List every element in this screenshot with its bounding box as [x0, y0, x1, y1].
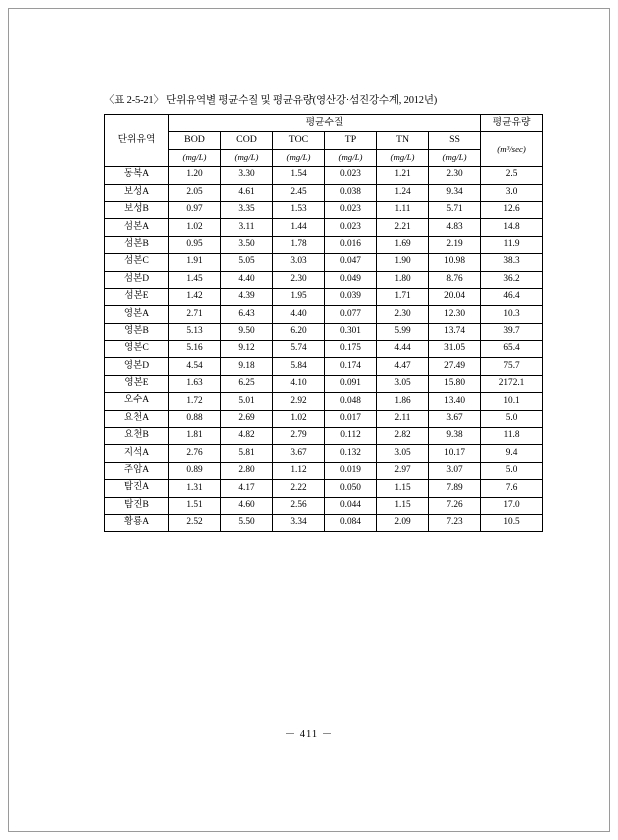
cell-cod: 4.17 — [221, 480, 273, 497]
cell-toc: 4.40 — [273, 306, 325, 323]
cell-region: 섬본E — [105, 288, 169, 305]
cell-bod: 0.88 — [169, 410, 221, 427]
cell-ss: 12.30 — [429, 306, 481, 323]
cell-flow: 10.3 — [481, 306, 543, 323]
cell-cod: 3.50 — [221, 236, 273, 253]
table-row — [105, 462, 543, 479]
cell-ss: 10.98 — [429, 254, 481, 271]
cell-toc: 1.12 — [273, 462, 325, 479]
cell-bod: 2.52 — [169, 514, 221, 531]
cell-tn: 1.24 — [377, 184, 429, 201]
cell-toc: 3.34 — [273, 514, 325, 531]
cell-flow: 7.6 — [481, 480, 543, 497]
cell-ss: 5.71 — [429, 201, 481, 218]
cell-tn: 2.21 — [377, 219, 429, 236]
table-row — [105, 323, 543, 340]
cell-tp: 0.301 — [325, 323, 377, 340]
cell-bod: 1.63 — [169, 375, 221, 392]
cell-region: 탐진A — [105, 480, 169, 497]
cell-tp: 0.017 — [325, 410, 377, 427]
cell-bod: 2.76 — [169, 445, 221, 462]
header-toc-unit: (mg/L) — [273, 149, 325, 166]
cell-toc: 5.84 — [273, 358, 325, 375]
header-tn-unit: (mg/L) — [377, 149, 429, 166]
cell-tp: 0.016 — [325, 236, 377, 253]
cell-tp: 0.084 — [325, 514, 377, 531]
table-body — [105, 167, 543, 532]
cell-flow: 5.0 — [481, 462, 543, 479]
cell-region: 황룡A — [105, 514, 169, 531]
cell-tp: 0.023 — [325, 167, 377, 184]
cell-region: 영본A — [105, 306, 169, 323]
table-caption: 〈표 2-5-21〉 단위유역별 평균수질 및 평균유량(영산강·섬진강수계, 2012년) — [104, 95, 438, 106]
cell-toc: 1.78 — [273, 236, 325, 253]
cell-flow: 12.6 — [481, 201, 543, 218]
header-row-group — [105, 115, 543, 132]
cell-tp: 0.091 — [325, 375, 377, 392]
cell-tn: 1.86 — [377, 393, 429, 410]
cell-toc: 1.44 — [273, 219, 325, 236]
header-bod-unit: (mg/L) — [169, 149, 221, 166]
cell-cod: 2.80 — [221, 462, 273, 479]
cell-tn: 2.82 — [377, 428, 429, 445]
header-flow-unit: (m³/sec) — [481, 132, 543, 167]
cell-region: 주암A — [105, 462, 169, 479]
cell-region: 섬본C — [105, 254, 169, 271]
table-row — [105, 219, 543, 236]
page-number: － 411 － — [284, 729, 334, 740]
cell-tp: 0.044 — [325, 497, 377, 514]
cell-bod: 5.13 — [169, 323, 221, 340]
cell-tn: 3.05 — [377, 445, 429, 462]
header-toc: TOC — [273, 132, 325, 149]
header-cod: COD — [221, 132, 273, 149]
cell-bod: 1.31 — [169, 480, 221, 497]
header-tp: TP — [325, 132, 377, 149]
table-row — [105, 236, 543, 253]
table-row — [105, 254, 543, 271]
cell-bod: 1.81 — [169, 428, 221, 445]
cell-region: 영본E — [105, 375, 169, 392]
cell-region: 요천A — [105, 410, 169, 427]
table-row — [105, 514, 543, 531]
cell-ss: 2.19 — [429, 236, 481, 253]
cell-tp: 0.175 — [325, 341, 377, 358]
cell-flow: 36.2 — [481, 271, 543, 288]
header-cod-unit: (mg/L) — [221, 149, 273, 166]
table-row — [105, 410, 543, 427]
cell-tp: 0.023 — [325, 219, 377, 236]
cell-bod: 1.45 — [169, 271, 221, 288]
cell-cod: 5.05 — [221, 254, 273, 271]
cell-toc: 1.54 — [273, 167, 325, 184]
cell-cod: 4.82 — [221, 428, 273, 445]
header-row-names — [105, 132, 543, 149]
cell-toc: 2.92 — [273, 393, 325, 410]
cell-toc: 4.10 — [273, 375, 325, 392]
header-bod: BOD — [169, 132, 221, 149]
cell-tn: 5.99 — [377, 323, 429, 340]
cell-ss: 7.26 — [429, 497, 481, 514]
cell-ss: 31.05 — [429, 341, 481, 358]
cell-region: 영본C — [105, 341, 169, 358]
cell-toc: 1.02 — [273, 410, 325, 427]
cell-tn: 1.80 — [377, 271, 429, 288]
table-row — [105, 358, 543, 375]
cell-tp: 0.049 — [325, 271, 377, 288]
header-row-units — [105, 149, 543, 166]
cell-toc: 1.53 — [273, 201, 325, 218]
cell-cod: 5.81 — [221, 445, 273, 462]
cell-tn: 2.11 — [377, 410, 429, 427]
cell-tp: 0.050 — [325, 480, 377, 497]
cell-cod: 2.69 — [221, 410, 273, 427]
cell-cod: 3.11 — [221, 219, 273, 236]
cell-cod: 4.60 — [221, 497, 273, 514]
table-row — [105, 167, 543, 184]
cell-flow: 3.0 — [481, 184, 543, 201]
table-container — [104, 114, 531, 532]
cell-flow: 39.7 — [481, 323, 543, 340]
cell-flow: 10.1 — [481, 393, 543, 410]
cell-bod: 5.16 — [169, 341, 221, 358]
cell-ss: 2.30 — [429, 167, 481, 184]
cell-region: 동복A — [105, 167, 169, 184]
cell-toc: 6.20 — [273, 323, 325, 340]
cell-region: 요천B — [105, 428, 169, 445]
cell-tp: 0.048 — [325, 393, 377, 410]
cell-ss: 13.40 — [429, 393, 481, 410]
cell-flow: 14.8 — [481, 219, 543, 236]
cell-ss: 15.80 — [429, 375, 481, 392]
cell-tn: 1.90 — [377, 254, 429, 271]
cell-cod: 4.39 — [221, 288, 273, 305]
table-row — [105, 445, 543, 462]
cell-flow: 38.3 — [481, 254, 543, 271]
table-row — [105, 480, 543, 497]
cell-tp: 0.019 — [325, 462, 377, 479]
cell-cod: 3.30 — [221, 167, 273, 184]
cell-bod: 1.20 — [169, 167, 221, 184]
cell-cod: 9.50 — [221, 323, 273, 340]
cell-bod: 4.54 — [169, 358, 221, 375]
cell-tp: 0.132 — [325, 445, 377, 462]
cell-cod: 5.50 — [221, 514, 273, 531]
cell-cod: 6.43 — [221, 306, 273, 323]
cell-ss: 9.34 — [429, 184, 481, 201]
cell-region: 보성A — [105, 184, 169, 201]
cell-ss: 13.74 — [429, 323, 481, 340]
cell-bod: 2.71 — [169, 306, 221, 323]
cell-toc: 1.95 — [273, 288, 325, 305]
cell-ss: 4.83 — [429, 219, 481, 236]
cell-tn: 4.44 — [377, 341, 429, 358]
water-quality-table — [104, 114, 543, 532]
cell-toc: 2.22 — [273, 480, 325, 497]
cell-toc: 2.79 — [273, 428, 325, 445]
table-row — [105, 393, 543, 410]
cell-region: 영본B — [105, 323, 169, 340]
cell-region: 섬본A — [105, 219, 169, 236]
header-group-flow: 평균유량 — [481, 115, 543, 132]
cell-bod: 1.51 — [169, 497, 221, 514]
cell-cod: 5.01 — [221, 393, 273, 410]
table-row — [105, 428, 543, 445]
cell-cod: 6.25 — [221, 375, 273, 392]
cell-region: 섬본B — [105, 236, 169, 253]
cell-ss: 3.07 — [429, 462, 481, 479]
header-ss-unit: (mg/L) — [429, 149, 481, 166]
cell-tn: 2.30 — [377, 306, 429, 323]
cell-flow: 10.5 — [481, 514, 543, 531]
cell-region: 탐진B — [105, 497, 169, 514]
cell-tp: 0.023 — [325, 201, 377, 218]
cell-bod: 1.02 — [169, 219, 221, 236]
cell-toc: 2.56 — [273, 497, 325, 514]
cell-cod: 9.12 — [221, 341, 273, 358]
cell-tn: 3.05 — [377, 375, 429, 392]
cell-tn: 1.69 — [377, 236, 429, 253]
header-tp-unit: (mg/L) — [325, 149, 377, 166]
table-row — [105, 201, 543, 218]
table-row — [105, 271, 543, 288]
cell-tp: 0.038 — [325, 184, 377, 201]
cell-bod: 1.91 — [169, 254, 221, 271]
cell-tn: 1.71 — [377, 288, 429, 305]
header-tn: TN — [377, 132, 429, 149]
cell-tp: 0.112 — [325, 428, 377, 445]
cell-flow: 46.4 — [481, 288, 543, 305]
cell-tn: 1.11 — [377, 201, 429, 218]
cell-region: 영본D — [105, 358, 169, 375]
cell-tp: 0.077 — [325, 306, 377, 323]
cell-flow: 11.9 — [481, 236, 543, 253]
cell-tp: 0.174 — [325, 358, 377, 375]
cell-tn: 2.09 — [377, 514, 429, 531]
cell-tp: 0.047 — [325, 254, 377, 271]
cell-tn: 1.15 — [377, 480, 429, 497]
table-row — [105, 341, 543, 358]
cell-region: 보성B — [105, 201, 169, 218]
cell-cod: 4.61 — [221, 184, 273, 201]
cell-flow: 17.0 — [481, 497, 543, 514]
cell-flow: 5.0 — [481, 410, 543, 427]
cell-region: 지석A — [105, 445, 169, 462]
table-row — [105, 184, 543, 201]
cell-flow: 2172.1 — [481, 375, 543, 392]
cell-toc: 3.03 — [273, 254, 325, 271]
cell-ss: 7.23 — [429, 514, 481, 531]
cell-tn: 1.21 — [377, 167, 429, 184]
cell-flow: 9.4 — [481, 445, 543, 462]
cell-tn: 1.15 — [377, 497, 429, 514]
cell-bod: 0.89 — [169, 462, 221, 479]
cell-ss: 10.17 — [429, 445, 481, 462]
cell-toc: 5.74 — [273, 341, 325, 358]
cell-ss: 8.76 — [429, 271, 481, 288]
header-ss: SS — [429, 132, 481, 149]
table-row — [105, 306, 543, 323]
header-region: 단위유역 — [105, 115, 169, 167]
cell-region: 오수A — [105, 393, 169, 410]
cell-flow: 65.4 — [481, 341, 543, 358]
cell-cod: 4.40 — [221, 271, 273, 288]
cell-ss: 9.38 — [429, 428, 481, 445]
cell-ss: 27.49 — [429, 358, 481, 375]
cell-flow: 2.5 — [481, 167, 543, 184]
cell-region: 섬본D — [105, 271, 169, 288]
cell-bod: 0.97 — [169, 201, 221, 218]
cell-ss: 3.67 — [429, 410, 481, 427]
cell-tn: 2.97 — [377, 462, 429, 479]
cell-toc: 2.30 — [273, 271, 325, 288]
header-group-quality: 평균수질 — [169, 115, 481, 132]
cell-ss: 7.89 — [429, 480, 481, 497]
table-row — [105, 288, 543, 305]
cell-tn: 4.47 — [377, 358, 429, 375]
cell-bod: 1.42 — [169, 288, 221, 305]
cell-cod: 9.18 — [221, 358, 273, 375]
cell-ss: 20.04 — [429, 288, 481, 305]
cell-toc: 3.67 — [273, 445, 325, 462]
cell-tp: 0.039 — [325, 288, 377, 305]
table-head — [105, 115, 543, 167]
cell-toc: 2.45 — [273, 184, 325, 201]
cell-bod: 2.05 — [169, 184, 221, 201]
table-row — [105, 497, 543, 514]
cell-bod: 0.95 — [169, 236, 221, 253]
cell-bod: 1.72 — [169, 393, 221, 410]
cell-flow: 11.8 — [481, 428, 543, 445]
cell-flow: 75.7 — [481, 358, 543, 375]
table-row — [105, 375, 543, 392]
cell-cod: 3.35 — [221, 201, 273, 218]
